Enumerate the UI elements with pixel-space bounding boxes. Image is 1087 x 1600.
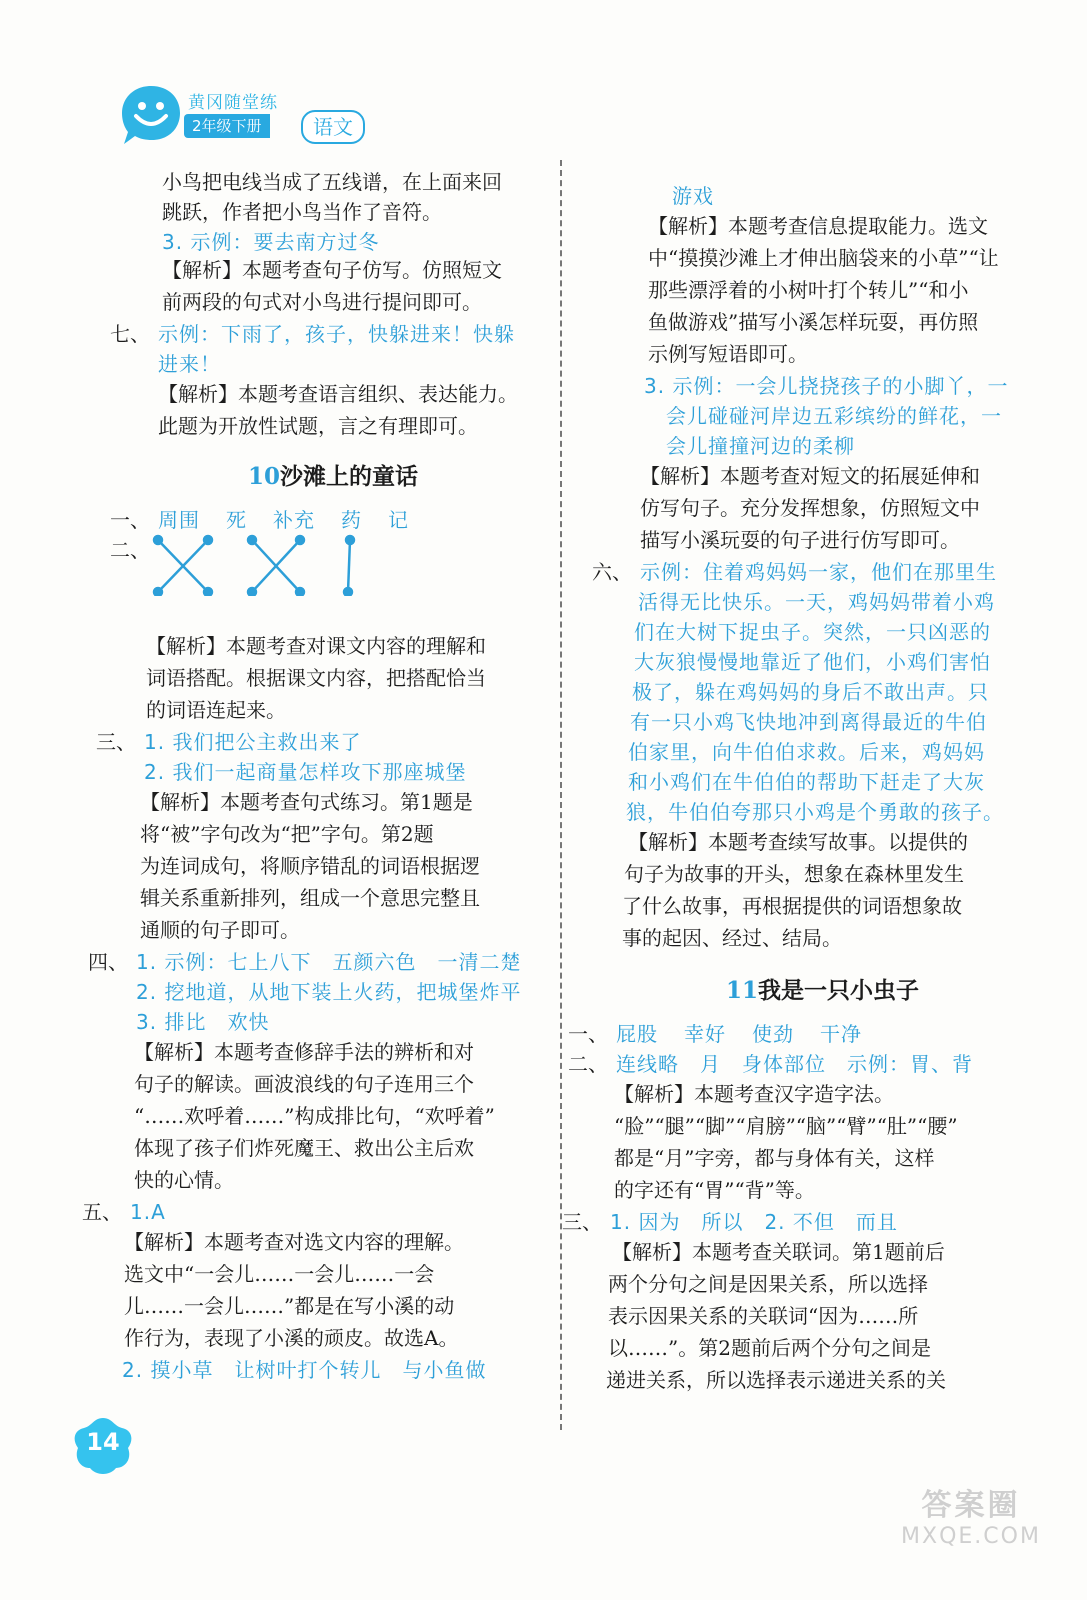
answer-text: 1. 因为 所以 2. 不但 而且 xyxy=(610,1210,898,1234)
answer-text: 1.A xyxy=(130,1200,166,1224)
question-two xyxy=(568,1048,1043,1078)
explanation-line: 【解析】本题考查语言组织、表达能力。 xyxy=(158,382,518,406)
explanation-line: 选文中“一会儿……一会儿……一会 xyxy=(124,1262,435,1286)
lesson-10-title xyxy=(110,458,556,504)
explanation-line: 【解析】本题考查对短文的拓展延伸和 xyxy=(640,464,980,488)
explanation-line: 递进关系，所以选择表示递进关系的关 xyxy=(606,1368,946,1392)
question-two xyxy=(110,534,556,630)
explanation-line: 通顺的句子即可。 xyxy=(140,918,300,942)
lesson-number: 11 xyxy=(725,977,758,1004)
explanation-line: 体现了孩子们炸死魔王、救出公主后欢 xyxy=(134,1136,474,1160)
answer-line: 会儿碰碰河岸边五彩缤纷的鲜花，一 xyxy=(666,404,1002,428)
explanation-line: 描写小溪玩耍的句子进行仿写即可。 xyxy=(640,528,960,552)
explanation-line: 快的心情。 xyxy=(134,1168,234,1192)
answer-line: 2. 我们一起商量怎样攻下那座城堡 xyxy=(144,760,467,784)
answer-word: 屁股 xyxy=(616,1022,658,1046)
answer-text: 连线略 月 身体部位 示例：胃、背 xyxy=(616,1052,973,1076)
book-header xyxy=(118,82,368,154)
question-number: 三、 xyxy=(562,1210,602,1234)
answer-word: 使劲 xyxy=(752,1022,794,1046)
question-number: 三、 xyxy=(96,730,136,754)
answer-line: 伯家里，向牛伯伯求救。后来，鸡妈妈 xyxy=(628,740,985,764)
explanation-line: 事的起因、经过、结局。 xyxy=(622,926,842,950)
answer-word: 药 xyxy=(341,508,362,532)
question-one xyxy=(568,1018,1043,1048)
question-number: 六、 xyxy=(592,560,632,584)
grade-badge: 2年级下册 xyxy=(184,114,270,138)
explanation-line: 【解析】本题考查句式练习。第1题是 xyxy=(140,790,473,814)
explanation-line: 以……”。第2题前后两个分句之间是 xyxy=(608,1336,931,1360)
question-number: 五、 xyxy=(82,1200,122,1224)
answer-line: 狼，牛伯伯夸那只小鸡是个勇敢的孩子。 xyxy=(626,800,1004,824)
answer-line: 们在大树下捉虫子。突然，一只凶恶的 xyxy=(634,620,991,644)
subject-badge: 语文 xyxy=(301,110,365,144)
explanation-line: 表示因果关系的关联词“因为……所 xyxy=(608,1304,919,1328)
explanation-line: 前两段的句式对小鸟进行提问即可。 xyxy=(162,290,482,314)
explanation-line: 词语搭配。根据课文内容，把搭配恰当 xyxy=(146,666,486,690)
explanation-line: 【解析】本题考查信息提取能力。选文 xyxy=(648,214,988,238)
text-line: 小鸟把电线当成了五线谱，在上面来回 xyxy=(162,170,502,194)
explanation-line: 句子的解读。画波浪线的句子连用三个 xyxy=(134,1072,474,1096)
explanation-line: 句子为故事的开头，想象在森林里发生 xyxy=(624,862,964,886)
answer-line: 游戏 xyxy=(672,184,714,208)
right-column xyxy=(562,180,1043,1396)
answer-line: 和小鸡们在牛伯伯的帮助下赶走了大灰 xyxy=(628,770,985,794)
explanation-line: 两个分句之间是因果关系，所以选择 xyxy=(608,1272,928,1296)
lesson-name: 沙滩上的童话 xyxy=(280,463,418,490)
explanation-line: “……欢呼着……”构成排比句，“欢呼着” xyxy=(134,1104,495,1128)
question-number: 一、 xyxy=(568,1022,608,1046)
question-number: 七、 xyxy=(110,322,150,346)
watermark-url: MXQE.COM xyxy=(901,1524,1041,1549)
left-column xyxy=(82,166,556,1384)
answer-line: 3. 排比 欢快 xyxy=(136,1010,270,1034)
explanation-line: 鱼做游戏”描写小溪怎样玩耍，再仿照 xyxy=(648,310,979,334)
answer-text: 1. 我们把公主救出来了 xyxy=(144,730,362,754)
answer-line: 会儿撞撞河边的柔柳 xyxy=(666,434,855,458)
answer-word: 干净 xyxy=(820,1022,862,1046)
answer-text: 示例：下雨了，孩子，快躲进来！快躲 xyxy=(158,322,515,346)
page-number: 14 xyxy=(86,1428,120,1456)
answer-line: 大灰狼慢慢地靠近了他们，小鸡们害怕 xyxy=(634,650,991,674)
answer-line: 活得无比快乐。一天，鸡妈妈带着小鸡 xyxy=(638,590,995,614)
explanation-line: 那些漂浮着的小树叶打个转儿”“和小 xyxy=(648,278,969,302)
answer-line: 3. 示例：要去南方过冬 xyxy=(162,230,380,254)
brand-name: 黄冈随堂练 xyxy=(188,93,278,113)
answer-line: 进来！ xyxy=(158,352,221,376)
lesson-name: 我是一只小虫子 xyxy=(758,977,919,1004)
answer-line: 2. 摸小草 让树叶打个转儿 与小鱼做 xyxy=(122,1358,487,1382)
explanation-line: 【解析】本题考查对选文内容的理解。 xyxy=(124,1230,464,1254)
smiley-icon xyxy=(118,82,184,148)
question-three xyxy=(96,726,542,756)
explanation-line: 此题为开放性试题，言之有理即可。 xyxy=(158,414,478,438)
answer-word: 幸好 xyxy=(684,1022,726,1046)
question-three xyxy=(562,1206,1037,1236)
question-number: 四、 xyxy=(88,950,128,974)
question-seven xyxy=(110,318,556,348)
question-number: 一、 xyxy=(110,508,150,532)
answer-text: 1. 示例：七上八下 五颜六色 一清二楚 xyxy=(136,950,522,974)
explanation-line: 了什么故事，再根据提供的词语想象故 xyxy=(622,894,962,918)
question-number: 二、 xyxy=(110,538,150,562)
explanation-line: 【解析】本题考查对课文内容的理解和 xyxy=(146,634,486,658)
explanation-line: 【解析】本题考查修辞手法的辨析和对 xyxy=(134,1040,474,1064)
explanation-line: 的字还有“胃”“背”等。 xyxy=(614,1178,815,1202)
explanation-line: 示例写短语即可。 xyxy=(648,342,808,366)
explanation-line: 的词语连起来。 xyxy=(146,698,286,722)
answer-word: 记 xyxy=(388,508,409,532)
watermark-name: 答案圈 xyxy=(921,1488,1021,1523)
answer-word: 补充 xyxy=(273,508,315,532)
matching-lines-diagram xyxy=(150,534,370,596)
explanation-line: 【解析】本题考查汉字造字法。 xyxy=(614,1082,894,1106)
answer-line: 3. 示例：一会儿挠挠孩子的小脚丫，一 xyxy=(644,374,1009,398)
explanation-line: “脸”“腿”“脚”“肩膀”“脑”“臂”“肚”“腰” xyxy=(614,1114,958,1138)
question-four xyxy=(88,946,534,976)
explanation-line: 【解析】本题考查句子仿写。仿照短文 xyxy=(162,258,502,282)
explanation-line: 为连词成句，将顺序错乱的词语根据逻 xyxy=(140,854,480,878)
answer-line: 有一只小鸡飞快地冲到离得最近的牛伯 xyxy=(630,710,987,734)
answer-word: 死 xyxy=(226,508,247,532)
text-line: 跳跃，作者把小鸟当作了音符。 xyxy=(162,200,442,224)
watermark-logo xyxy=(886,1480,1056,1564)
question-one xyxy=(110,504,556,534)
explanation-line: 都是“月”字旁，都与身体有关，这样 xyxy=(614,1146,935,1170)
explanation-line: 【解析】本题考查续写故事。以提供的 xyxy=(628,830,968,854)
lesson-11-title xyxy=(568,972,1043,1018)
explanation-line: 仿写句子。充分发挥想象，仿照短文中 xyxy=(640,496,980,520)
explanation-line: 作行为，表现了小溪的顽皮。故选A。 xyxy=(124,1326,459,1350)
answer-word: 周围 xyxy=(158,508,200,532)
question-six xyxy=(592,556,1067,586)
explanation-line: 儿……一会儿……”都是在写小溪的动 xyxy=(124,1294,455,1318)
answer-line: 2. 挖地道，从地下装上火药，把城堡炸平 xyxy=(136,980,522,1004)
lesson-number: 10 xyxy=(247,463,280,490)
explanation-line: 【解析】本题考查关联词。第1题前后 xyxy=(612,1240,945,1264)
explanation-line: 辑关系重新排列，组成一个意思完整且 xyxy=(140,886,480,910)
answer-line: 极了，躲在鸡妈妈的身后不敢出声。只 xyxy=(632,680,989,704)
answer-text: 示例：住着鸡妈妈一家，他们在那里生 xyxy=(640,560,997,584)
question-number: 二、 xyxy=(568,1052,608,1076)
explanation-line: 将“被”字句改为“把”字句。第2题 xyxy=(140,822,434,846)
question-five xyxy=(82,1196,528,1226)
explanation-line: 中“摸摸沙滩上才伸出脑袋来的小草”“让 xyxy=(648,246,999,270)
